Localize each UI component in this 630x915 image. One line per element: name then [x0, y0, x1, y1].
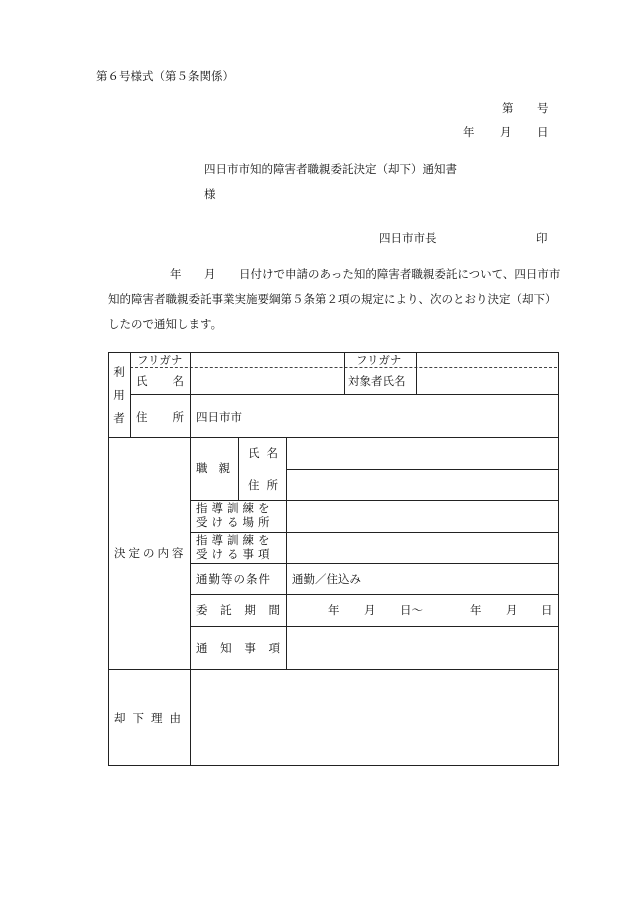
name-label-char: 名: [172, 374, 184, 388]
period-char: 期: [244, 603, 256, 617]
address-label-char: 所: [172, 410, 184, 424]
period-start-month: 月: [364, 603, 376, 617]
notice-char: 項: [268, 641, 280, 655]
shokuoya-address-char: 所: [266, 478, 278, 492]
user-header-1: 利: [113, 365, 125, 379]
date-month: 月: [500, 125, 512, 139]
col-divider: [238, 437, 239, 501]
date-year: 年: [463, 125, 475, 139]
period-end-day: 日: [541, 603, 553, 617]
notice-char: 事: [244, 641, 256, 655]
decision-label: 決定の内容: [114, 546, 187, 560]
document-title: 四日市市知的障害者職親委託決定（却下）通知書: [204, 162, 457, 176]
user-header-3: 者: [113, 411, 125, 425]
row-divider: [108, 437, 558, 438]
address-value: 四日市市: [196, 410, 242, 424]
doc-number-go: 号: [537, 101, 549, 115]
user-header-2: 用: [113, 388, 125, 402]
body-line1: 日付けで申請のあった知的障害者職親委託について、四日市市: [239, 267, 561, 281]
shokuoya-label: [196, 460, 230, 476]
training-matter-line: 指導訓練を: [196, 533, 274, 547]
name-label-char: 氏: [136, 374, 148, 388]
date-day: 日: [537, 125, 549, 139]
row-divider: [190, 563, 558, 564]
row-divider: [130, 394, 558, 395]
form-number: 第６号様式（第５条関係）: [96, 69, 234, 83]
training-place-label: [196, 501, 280, 529]
training-matter-label: [196, 533, 280, 561]
training-matter-line: 受ける事項: [196, 547, 274, 561]
body-line3: したので通知します。: [108, 317, 223, 331]
decision-table: [108, 352, 558, 765]
row-divider: [108, 669, 558, 670]
period-start-day: 日～: [400, 603, 423, 617]
col-divider: [344, 352, 345, 394]
shokuoya-address-char: 住: [248, 478, 260, 492]
body-month: 月: [204, 267, 216, 281]
period-end-year: 年: [470, 603, 482, 617]
shokuoya-name-label: [248, 445, 278, 461]
col-divider: [190, 352, 191, 765]
shokuoya-name-char: 名: [266, 446, 278, 460]
name-label: [136, 373, 184, 389]
notice-char: 通: [196, 641, 208, 655]
period-char: 間: [268, 603, 280, 617]
issuer: 四日市市長: [379, 231, 437, 245]
furigana-label: フリガナ: [137, 353, 183, 367]
body-line2: 知的障害者職親委託事業実施要綱第５条第２項の規定により、次のとおり決定（却下）: [108, 292, 557, 306]
body-year: 年: [170, 267, 182, 281]
period-label: [196, 602, 280, 618]
period-start-year: 年: [328, 603, 340, 617]
address-label-char: 住: [136, 410, 148, 424]
period-char: 託: [220, 603, 232, 617]
doc-number-dai: 第: [502, 101, 514, 115]
shokuoya-address-label: [248, 477, 278, 493]
row-divider: [286, 469, 558, 470]
commute-label: 通勤等の条件: [196, 572, 271, 586]
shokuoya-char: 職: [196, 461, 208, 475]
col-divider: [286, 437, 287, 669]
shokuoya-name-char: 氏: [248, 446, 260, 460]
col-divider: [416, 352, 417, 394]
training-place-line: 指導訓練を: [196, 501, 274, 515]
target-furigana-label: フリガナ: [356, 353, 402, 367]
rejection-label: 却下理由: [114, 711, 188, 725]
row-divider: [190, 626, 558, 627]
notice-char: 知: [220, 641, 232, 655]
col-divider: [130, 352, 131, 437]
shokuoya-char: 親: [218, 461, 230, 475]
commute-value: 通勤／住込み: [292, 572, 361, 586]
period-end-month: 月: [506, 603, 518, 617]
period-char: 委: [196, 603, 208, 617]
recipient-suffix: 様: [204, 187, 216, 201]
seal-mark: 印: [536, 231, 548, 245]
target-name-label: 対象者氏名: [348, 374, 406, 388]
notice-label: [196, 640, 280, 656]
row-divider: [190, 594, 558, 595]
training-place-line: 受ける場所: [196, 515, 274, 529]
address-label: [136, 409, 184, 425]
